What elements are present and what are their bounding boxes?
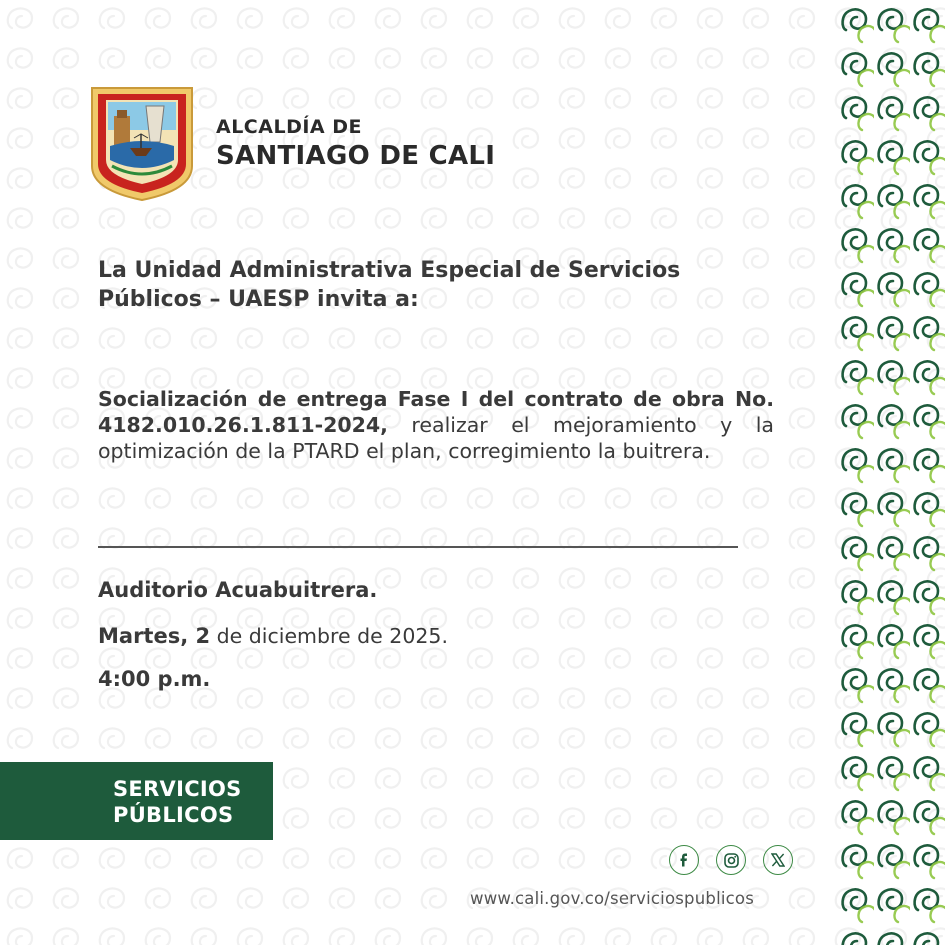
divider-line <box>98 546 738 548</box>
event-time: 4:00 p.m. <box>98 667 211 691</box>
event-description <box>98 386 774 464</box>
event-date <box>98 624 448 648</box>
organization-name <box>216 118 495 169</box>
event-title: Socialización de entrega Fase I del contrato de obra No. 4182.010.26.1.811-2024, <box>98 387 774 437</box>
event-detail: realizar el mejoramiento y la optimización de la PTARD el plan, corregimiento la buitrera. <box>98 413 774 463</box>
event-date-day: Martes, 2 <box>98 624 211 648</box>
invitation-intro: La Unidad Administrativa Especial de Servicios Públicos – UAESP invita a: <box>98 258 681 312</box>
brand-line-1: SERVICIOS <box>113 777 242 801</box>
instagram-icon[interactable] <box>716 845 746 875</box>
side-pattern <box>838 0 945 945</box>
services-brand-box <box>0 762 273 840</box>
event-venue: Auditorio Acuabuitrera. <box>98 578 378 602</box>
x-icon[interactable] <box>763 845 793 875</box>
website-link[interactable]: www.cali.gov.co/serviciospublicos <box>470 889 754 908</box>
organization-line-1: ALCALDÍA DE <box>216 116 362 138</box>
coat-of-arms-logo <box>90 86 194 202</box>
organization-line-2: SANTIAGO DE CALI <box>216 141 496 171</box>
facebook-icon[interactable] <box>669 845 699 875</box>
brand-line-2: PÚBLICOS <box>113 803 234 827</box>
event-date-rest: de diciembre de 2025. <box>210 624 448 648</box>
